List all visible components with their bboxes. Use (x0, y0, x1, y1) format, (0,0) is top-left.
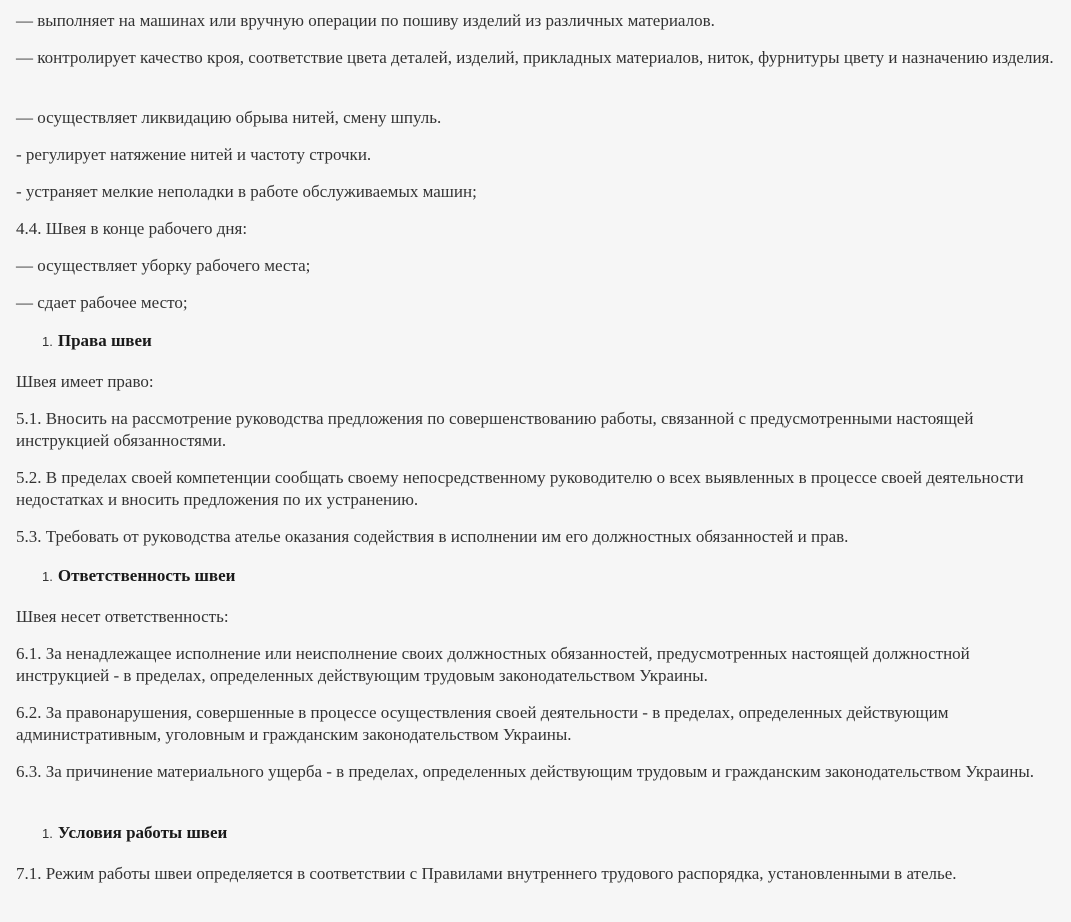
section-title: Ответственность швеи (57, 566, 236, 585)
clause-6-1: 6.1. За ненадлежащее исполнение или неисполнение своих должностных обязанностей, предусмотренных настоящей должностной инструкцией - в пределах, определенных действующим трудовым законодательством Украины. (16, 644, 970, 685)
list-number: 1. (42, 826, 53, 841)
clause-6-3: 6.3. За причинение материального ущерба - в пределах, определенных действующим трудовым и гражданским законодательством Украины. (16, 762, 1034, 781)
clause-7-1: 7.1. Режим работы швеи определяется в соответствии с Правилами внутреннего трудового распорядка, установленными в ателье. (16, 864, 957, 883)
list-number: 1. (42, 569, 53, 584)
duty-thread-repair: — осуществляет ликвидацию обрыва нитей, смену шпуль. (16, 108, 442, 127)
rights-intro: Швея имеет право: (16, 372, 154, 391)
duty-sewing-operations: — выполняет на машинах или вручную операции по пошиву изделий из различных материалов. (16, 11, 715, 30)
section-title: Условия работы швеи (57, 823, 228, 842)
duty-thread-tension: - регулирует натяжение нитей и частоту строчки. (16, 145, 372, 164)
list-number: 1. (42, 334, 53, 349)
section-title: Права швеи (57, 331, 152, 350)
section-heading-rights (42, 330, 152, 353)
duty-clean-workplace: — осуществляет уборку рабочего места; (16, 256, 311, 275)
duty-hand-over-workplace: — сдает рабочее место; (16, 293, 188, 312)
section-heading-work-conditions (42, 822, 227, 845)
clause-5-1: 5.1. Вносить на рассмотрение руководства предложения по совершенствованию работы, связанной с предусмотренными настоящей инструкцией обязанностями. (16, 409, 974, 450)
clause-5-3: 5.3. Требовать от руководства ателье оказания содействия в исполнении им его должностных обязанностей и прав. (16, 527, 849, 546)
clause-6-2: 6.2. За правонарушения, совершенные в процессе осуществления своей деятельности - в пределах, определенных действующим административным, уголовным и гражданским законодательством Украины. (16, 703, 949, 744)
duty-fix-malfunctions: - устраняет мелкие неполадки в работе обслуживаемых машин; (16, 182, 477, 201)
clause-4-4: 4.4. Швея в конце рабочего дня: (16, 219, 248, 238)
duty-quality-control: — контролирует качество кроя, соответствие цвета деталей, изделий, прикладных материалов, ниток, фурнитуры цвету и назначению изделия. (16, 48, 1054, 67)
responsibility-intro: Швея несет ответственность: (16, 607, 229, 626)
clause-5-2: 5.2. В пределах своей компетенции сообщать своему непосредственному руководителю о всех выявленных в процессе своей деятельности недостатках и вносить предложения по их устранению. (16, 468, 1024, 509)
section-heading-responsibility (42, 565, 235, 588)
